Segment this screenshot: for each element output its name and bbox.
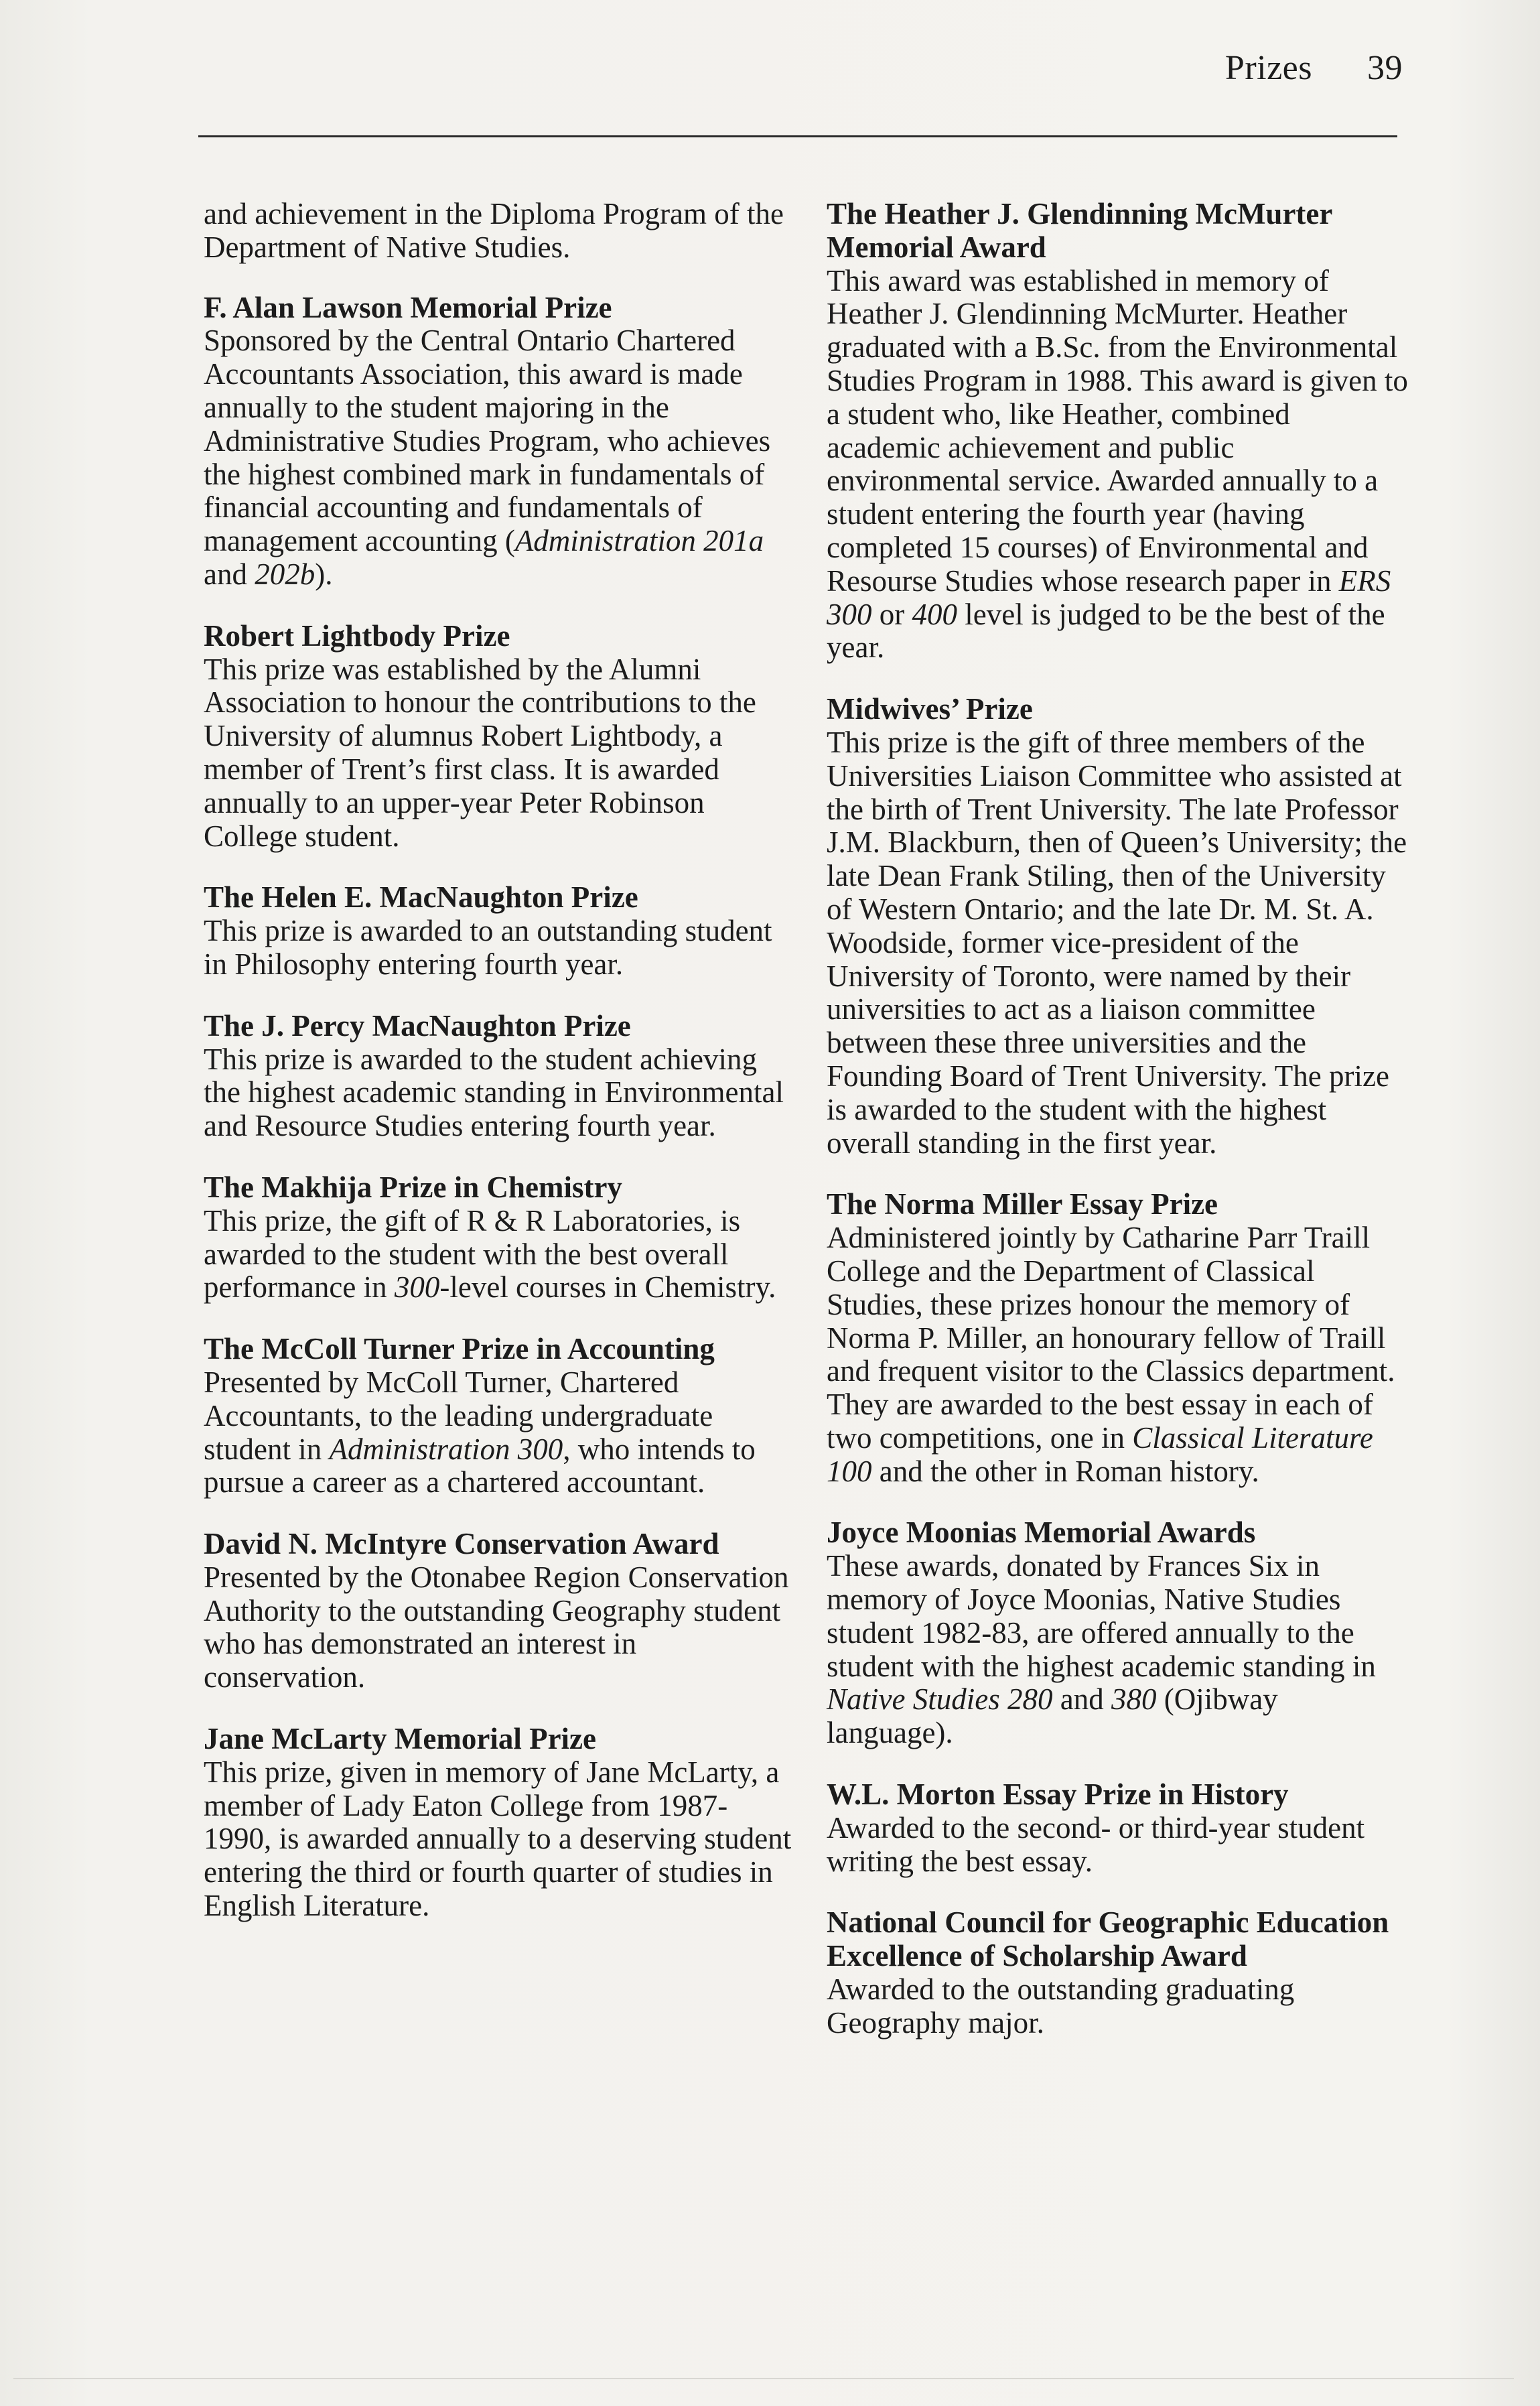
prize-title: The Norma Miller Essay Prize	[827, 1187, 1218, 1221]
course-reference: Administration 300	[329, 1432, 563, 1466]
course-reference: 380	[1111, 1682, 1157, 1717]
course-reference: ERS 300	[827, 563, 1391, 631]
prize-title: Joyce Moonias Memorial Awards	[827, 1516, 1256, 1550]
course-reference: 300	[394, 1270, 440, 1305]
prize-description: This prize is the gift of three members of the Universities Liaison Committee who assisted at the birth of Trent University. The late Professor J.M. Blackburn, then of Queen’s University; the late Dean Frank Stiling, then of the University of Western Ontario; and the late Dr. M. St. A. Woodside, former vice-president of the University of Toronto, were named by their universities to act as a liaison committee between these three universities and the Founding Board of Trent University. The prize is awarded to the student with the highest overall standing in the first year.	[827, 725, 1407, 1160]
prize-entry	[204, 1723, 793, 1923]
prize-entry	[204, 620, 793, 854]
prize-description: Administered jointly by Catharine Parr Traill College and the Department of Classical Studies, these prizes honour the memory of Norma P. Miller, an honourary fellow of Traill and frequent visitor to the Classics department. They are awarded to the best essay in each of two competitions, one in Classical Literature 100 and the other in Roman history.	[827, 1221, 1395, 1488]
prize-entry	[827, 693, 1411, 1160]
prize-description: This prize is awarded to the student achieving the highest academic standing in Environmental and Resource Studies entering fourth year.	[204, 1042, 784, 1143]
header-rule	[198, 135, 1397, 137]
prize-description: This prize, given in memory of Jane McLarty, a member of Lady Eaton College from 1987-1990, is awarded annually to a deserving student entering the third or fourth quarter of studies in English Literature.	[204, 1755, 792, 1923]
prize-entry	[204, 1010, 793, 1143]
prize-title: David N. McIntyre Conservation Award	[204, 1527, 719, 1561]
prize-description: Awarded to the second- or third-year student writing the best essay.	[827, 1810, 1365, 1878]
prize-entry	[827, 1516, 1411, 1750]
prize-title: The Makhija Prize in Chemistry	[204, 1170, 622, 1204]
prize-description: This prize is awarded to an outstanding student in Philosophy entering fourth year.	[204, 914, 772, 981]
left-column	[204, 198, 793, 1951]
prize-title: Robert Lightbody Prize	[204, 618, 510, 653]
prize-title: Midwives’ Prize	[827, 692, 1033, 726]
prize-title: F. Alan Lawson Memorial Prize	[204, 290, 612, 324]
prize-entry	[827, 1906, 1411, 2040]
prize-entry	[204, 881, 793, 981]
prize-title: W.L. Morton Essay Prize in History	[827, 1778, 1289, 1812]
course-reference: Administration 201a	[514, 524, 764, 558]
prize-title: The Helen E. MacNaughton Prize	[204, 880, 638, 915]
prize-description: These awards, donated by Frances Six in memory of Joyce Moonias, Native Studies student 1982-83, are offered annually to the student with the highest academic standing in Native Studies 280 and 380 (Ojibway language).	[827, 1549, 1376, 1750]
prize-description: Awarded to the outstanding graduating Geography major.	[827, 1973, 1295, 2040]
prize-description: Presented by the Otonabee Region Conservation Authority to the outstanding Geography student who has demonstrated an interest in conservation.	[204, 1560, 789, 1694]
prize-entry	[204, 1171, 793, 1305]
course-reference: Native Studies 280	[827, 1682, 1053, 1717]
prize-title: National Council for Geographic Education Excellence of Scholarship Award	[827, 1906, 1389, 1973]
prize-entry	[204, 1528, 793, 1694]
prize-description: This prize, the gift of R & R Laboratories, is awarded to the student with the best overall performance in 300-level courses in Chemistry.	[204, 1203, 776, 1305]
course-reference: Classical Literature 100	[827, 1420, 1373, 1488]
prize-entry	[204, 291, 793, 592]
course-reference: 400	[912, 597, 957, 631]
prize-title: Jane McLarty Memorial Prize	[204, 1722, 596, 1756]
course-reference: 202b	[255, 557, 316, 591]
prize-entry	[827, 198, 1411, 665]
prize-entry	[204, 1333, 793, 1499]
prize-title: The Heather J. Glendinning McMurter Memorial Award	[827, 197, 1332, 264]
prize-entry	[827, 1778, 1411, 1878]
prize-description: This award was established in memory of Heather J. Glendinning McMurter. Heather graduated with a B.Sc. from the Environmental Studies Program in 1988. This award is given to a student who, like Heather, combined academic achievement and public environmental service. Awarded annually to a student entering the fourth year (having completed 15 courses) of Environmental and Resourse Studies whose research paper in ERS 300 or 400 level is judged to be the best of the year.	[827, 263, 1408, 665]
page-number: 39	[1367, 49, 1403, 87]
prize-description: This prize was established by the Alumni Association to honour the contributions to the University of alumnus Robert Lightbody, a member of Trent’s first class. It is awarded annually to an upper-year Peter Robinson College student.	[204, 652, 756, 853]
prize-title: The J. Percy MacNaughton Prize	[204, 1008, 631, 1043]
page-edge-line	[13, 2378, 1514, 2379]
right-column	[827, 198, 1411, 2068]
prize-entry	[827, 1188, 1411, 1488]
continued-paragraph: and achievement in the Diploma Program of the Department of Native Studies.	[204, 197, 784, 264]
section-title: Prizes	[1224, 49, 1312, 87]
running-header	[0, 48, 1403, 88]
prize-title: The McColl Turner Prize in Accounting	[204, 1332, 715, 1366]
prize-description: Presented by McColl Turner, Chartered Accountants, to the leading undergraduate student in Administration 300, who intends to pursue a career as a chartered accountant.	[204, 1365, 756, 1499]
prize-description: Sponsored by the Central Ontario Chartered Accountants Association, this award is made annually to the student majoring in the Administrative Studies Program, who achieves the highest combined mark in fundamentals of financial accounting and fundamentals of management accounting (Administration 201a and 202b).	[204, 324, 771, 591]
